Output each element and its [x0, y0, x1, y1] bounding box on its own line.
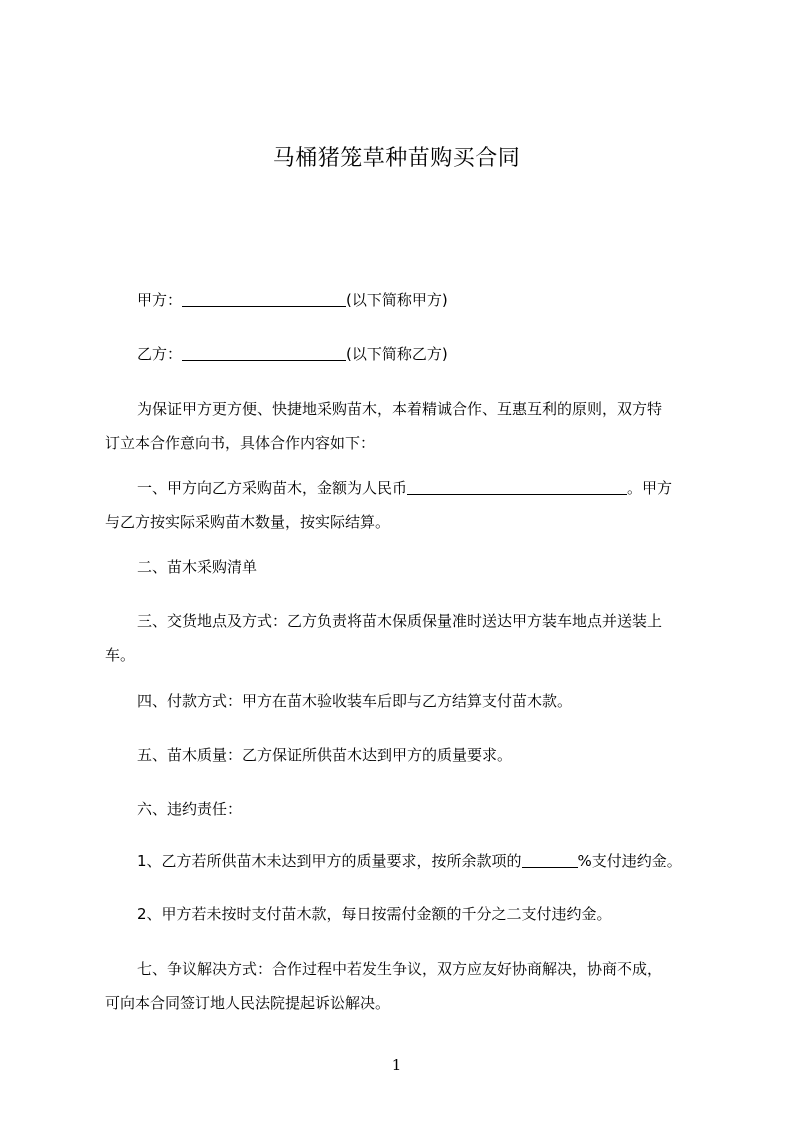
clause-1-line-1 — [105, 471, 705, 505]
clause-1-tail: 。甲方 — [627, 479, 673, 497]
clause-1 — [105, 471, 705, 539]
clause-1-text: 一、甲方向乙方采购苗木，金额为人民币 — [137, 479, 408, 497]
party-a-blank[interactable] — [182, 290, 346, 307]
clause-5: 五、苗木质量：乙方保证所供苗木达到甲方的质量要求。 — [137, 746, 513, 764]
document-title: 马桶猪笼草种苗购买合同 — [272, 146, 521, 171]
party-b-blank[interactable] — [182, 344, 346, 361]
party-b-suffix: (以下简称乙方) — [346, 345, 448, 363]
amount-blank[interactable] — [407, 478, 627, 495]
intro-paragraph — [105, 392, 705, 460]
party-b-label: 乙方： — [137, 345, 183, 363]
clause-7-line-1: 七、争议解决方式：合作过程中若发生争议，双方应友好协商解决，协商不成， — [137, 960, 663, 978]
party-a-label: 甲方： — [137, 291, 183, 309]
clause-4: 四、付款方式：甲方在苗木验收装车后即与乙方结算支付苗木款。 — [137, 692, 573, 710]
clause-3-line-1: 三、交货地点及方式：乙方负责将苗木保质保量准时送达甲方装车地点并送装上 — [137, 612, 663, 630]
intro-line-2: 订立本合作意向书，具体合作内容如下： — [105, 434, 376, 452]
clause-7 — [105, 952, 705, 1020]
clause-1-line-2: 与乙方按实际采购苗木数量，按实际结算。 — [105, 513, 391, 531]
intro-line-1: 为保证甲方更方便、快捷地采购苗木，本着精诚合作、互惠互利的原则，双方特 — [137, 400, 663, 418]
clause-6-item-1-text: 1、乙方若所供苗木未达到甲方的质量要求，按所余款项的 — [137, 852, 522, 870]
clause-3-line-2: 车。 — [105, 646, 136, 664]
penalty-percent-blank[interactable] — [522, 851, 578, 868]
clause-6-item-2: 2、甲方若未按时支付苗木款，每日按需付金额的千分之二支付违约金。 — [137, 905, 612, 923]
clause-2: 二、苗木采购清单 — [137, 558, 258, 576]
page-number: 1 — [391, 1056, 402, 1074]
clause-3 — [105, 604, 705, 672]
clause-7-line-2: 可向本合同签订地人民法院提起诉讼解决。 — [105, 994, 391, 1012]
clause-6: 六、违约责任： — [137, 800, 243, 818]
clause-6-item-1-tail: %支付违约金。 — [577, 852, 682, 870]
party-a-suffix: (以下简称甲方) — [346, 291, 448, 309]
party-b-line — [105, 337, 737, 371]
party-a-line — [105, 283, 737, 317]
clause-6-item-1 — [105, 844, 737, 878]
